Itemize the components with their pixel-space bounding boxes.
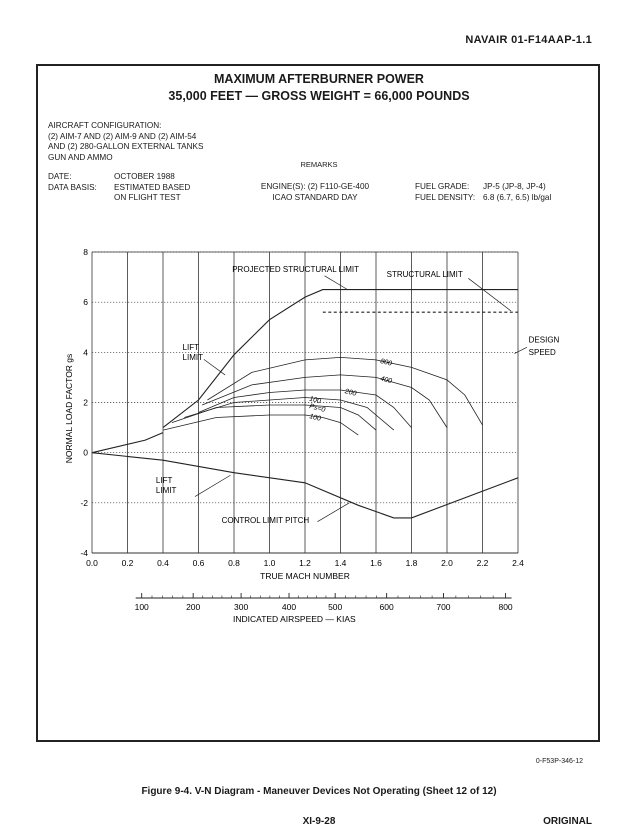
fuel-grade-label: FUEL GRADE: [415, 182, 470, 191]
y-tick-label: 6 [83, 297, 88, 308]
leader-line [195, 475, 231, 496]
fuel-grade-value: JP-5 (JP-8, JP-4) [483, 182, 546, 191]
data-basis-value-2: ON FLIGHT TEST [114, 193, 181, 202]
ps-contour-9 [163, 415, 358, 435]
fuel-density-label: FUEL DENSITY: [415, 192, 476, 202]
y-tick-label: 0 [83, 447, 88, 458]
document-id: NAVAIR 01-F14AAP-1.1 [465, 34, 592, 46]
x-tick-label: 2.4 [512, 558, 524, 568]
x-tick-label: 1.6 [370, 558, 382, 568]
kias-tick-label: 400 [281, 602, 297, 612]
annotation: LIMIT [182, 352, 203, 362]
y-tick-label: 2 [83, 397, 88, 408]
x-tick-label: 0.8 [228, 558, 240, 568]
contour-label: 100 [308, 413, 322, 423]
kias-tick-label: 500 [328, 602, 343, 612]
x-axis-label: TRUE MACH NUMBER [260, 571, 350, 581]
kias-tick-label: 300 [234, 602, 249, 612]
labels [64, 247, 560, 581]
annotation: LIMIT [155, 485, 177, 495]
contour-label: 400 [379, 375, 393, 386]
kias-tick-label: 600 [379, 602, 394, 612]
contour-label: Ps=0 [308, 403, 326, 414]
kias-tick-label: 700 [436, 602, 451, 612]
leader-line [317, 503, 349, 522]
date-label: DATE: [48, 172, 72, 181]
data-basis-value: ESTIMATED BASED [114, 182, 191, 192]
annotation: DESIGN [528, 335, 560, 345]
engine-line: ENGINE(S): (2) F110-GE-400 [260, 182, 370, 191]
page-number: XI-9-28 [302, 816, 336, 827]
config-line: GUN AND AMMO [48, 152, 113, 162]
annotation: PROJECTED STRUCTURAL LIMIT [232, 265, 360, 275]
sheet-code: 0-F53P-346-12 [535, 758, 583, 765]
x-tick-label: 1.2 [299, 558, 311, 568]
figure-caption: Figure 9-4. V-N Diagram - Maneuver Devices Not Operating (Sheet 12 of 12) [141, 786, 497, 797]
config-line: (2) AIM-7 AND (2) AIM-9 AND (2) AIM-54 [48, 131, 197, 141]
status-label: ORIGINAL [543, 816, 592, 827]
x-tick-label: 0.4 [157, 558, 169, 568]
x-tick-label: 1.8 [405, 558, 418, 568]
annotation: CONTROL LIMIT PITCH [221, 515, 310, 525]
config-line: AND (2) 280-GALLON EXTERNAL TANKS [48, 142, 204, 151]
x-tick-label: 0.6 [192, 558, 205, 568]
atmosphere-line: ICAO STANDARD DAY [272, 192, 358, 202]
y-tick-label: 4 [83, 347, 88, 358]
leader-line [204, 359, 225, 375]
annotation: STRUCTURAL LIMIT [386, 270, 463, 280]
fuel-density-value: 6.8 (6.7, 6.5) lb/gal [483, 192, 552, 202]
kias-tick-label: 800 [498, 602, 513, 612]
x-tick-label: 0.0 [86, 558, 98, 568]
contour-label: 200 [344, 388, 358, 398]
ps-contour-5 [202, 375, 447, 428]
chart-subtitle: 35,000 FEET — GROSS WEIGHT = 66,000 POUNDS [168, 89, 470, 103]
y-tick-label: -2 [80, 497, 88, 508]
annotation: LIFT [155, 475, 173, 485]
y-tick-label: -4 [80, 548, 88, 558]
kias-tick-label: 200 [186, 602, 201, 612]
contour-label: 100 [308, 395, 322, 406]
y-axis-label: NORMAL LOAD FACTOR gs [64, 353, 74, 464]
annotation: LIFT [182, 342, 199, 352]
y-tick-label: 8 [83, 247, 88, 257]
x-tick-label: 2.0 [441, 558, 453, 568]
leader-line [514, 347, 526, 353]
data-basis-label: DATA BASIS: [48, 182, 97, 192]
leader-line [325, 276, 348, 290]
annotation: SPEED [528, 347, 556, 357]
kias-tick-label: 100 [134, 602, 149, 612]
x-tick-label: 0.2 [121, 558, 134, 568]
x-tick-label: 1.4 [334, 558, 347, 568]
x-tick-label: 1.0 [263, 558, 276, 568]
remarks-label: REMARKS [300, 160, 338, 169]
kias-axis-label: INDICATED AIRSPEED — KIAS [233, 614, 356, 624]
contour-label: 800 [379, 358, 393, 368]
chart-title: MAXIMUM AFTERBURNER POWER [214, 72, 424, 86]
x-tick-label: 2.2 [476, 558, 489, 568]
config-label: AIRCRAFT CONFIGURATION: [48, 121, 162, 130]
date-value: OCTOBER 1988 [114, 172, 175, 181]
leader-line [468, 278, 511, 311]
kias-scale [135, 593, 513, 624]
